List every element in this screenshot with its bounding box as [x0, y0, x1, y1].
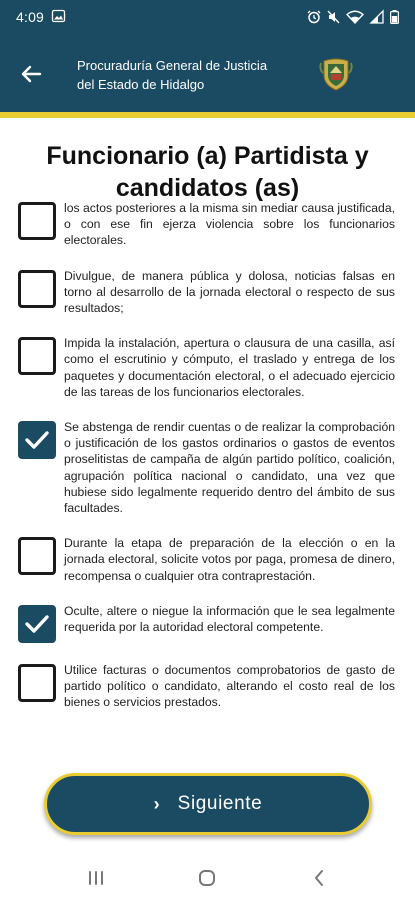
checklist-item-text: Oculte, altere o niegue la información que le sea legalmente requerida por la autoridad electoral competente. [64, 603, 395, 635]
checklist-item-text: Divulgue, de manera pública y dolosa, noticias falsas en torno al desarrollo de la jornada electoral o respecto de sus resultados; [64, 268, 395, 316]
mute-icon [327, 10, 340, 24]
checklist-item-text: los actos posteriores a la misma sin mediar causa justificada, o con ese fin ejerza violencia sobre los funcionarios electorales. [64, 201, 395, 248]
battery-icon [390, 10, 399, 24]
checklist-item [0, 419, 415, 516]
state-emblem-icon [319, 55, 353, 93]
checklist-item [0, 200, 415, 249]
chevron-left-icon [313, 869, 325, 887]
system-nav-bar [0, 856, 415, 900]
checkbox[interactable] [18, 337, 56, 375]
recent-apps-icon [87, 870, 105, 886]
checkbox[interactable] [18, 605, 56, 643]
arrow-left-icon [21, 65, 41, 83]
system-back-button[interactable] [299, 863, 339, 893]
gallery-notification-icon [52, 9, 65, 25]
checkbox[interactable] [18, 270, 56, 308]
checklist-item-text: Se abstenga de rendir cuentas o de realizar la comprobación o justificación de los gastos ordinarios o gastos de eventos proselitistas de campaña de algún partido político, coalición, agrupación política nacional o candidato, una vez que hubiese sido legalmente requerido dentro del ámbito de sus facultades. [64, 420, 395, 516]
status-time: 4:09 [16, 8, 45, 25]
wifi-icon [346, 10, 364, 24]
status-bar [0, 0, 415, 33]
header-title: Procuraduría General de Justicia del Estado de Hidalgo [77, 58, 268, 92]
chevron-right-icon: › [153, 793, 160, 814]
checklist-item-text: Durante la etapa de preparación de la elección o en la jornada electoral, solicite votos por paga, promesa de dinero, recompensa o cualquier otra contraprestación. [64, 536, 395, 583]
checklist [0, 200, 415, 729]
checklist-item [0, 603, 415, 643]
alarm-icon [307, 10, 321, 24]
checkmark-icon [24, 613, 50, 635]
checkbox[interactable] [18, 202, 56, 240]
status-left [16, 9, 65, 25]
checklist-item [0, 662, 415, 711]
home-button[interactable] [187, 863, 227, 893]
next-button-label: Siguiente [177, 793, 263, 814]
checklist-item [0, 535, 415, 584]
recent-apps-button[interactable] [76, 863, 116, 893]
checklist-scroll-area[interactable] [0, 201, 415, 766]
back-button[interactable] [14, 57, 48, 91]
checkbox[interactable] [18, 537, 56, 575]
status-right [307, 10, 399, 24]
checklist-item [0, 335, 415, 400]
page-title: Funcionario (a) Partidista y candidatos (as) [46, 142, 369, 202]
checkbox[interactable] [18, 664, 56, 702]
cellular-signal-icon [370, 10, 384, 24]
checklist-item [0, 268, 415, 317]
checklist-item-text: Impida la instalación, apertura o clausura de una casilla, así como el escrutinio y cómputo, el traslado y entrega de los paquetes y documentación electoral, o el adecuado ejercicio de las tareas de los funcionarios electorales. [64, 336, 395, 399]
home-icon [198, 869, 216, 887]
app-header [0, 33, 415, 118]
checkmark-icon [24, 429, 50, 451]
checklist-item-text: Utilice facturas o documentos comprobatorios de gasto de partido político o candidato, alterando el costo real de los bienes o servicios prestados. [64, 662, 395, 710]
next-button[interactable] [44, 773, 372, 835]
checkbox[interactable] [18, 421, 56, 459]
